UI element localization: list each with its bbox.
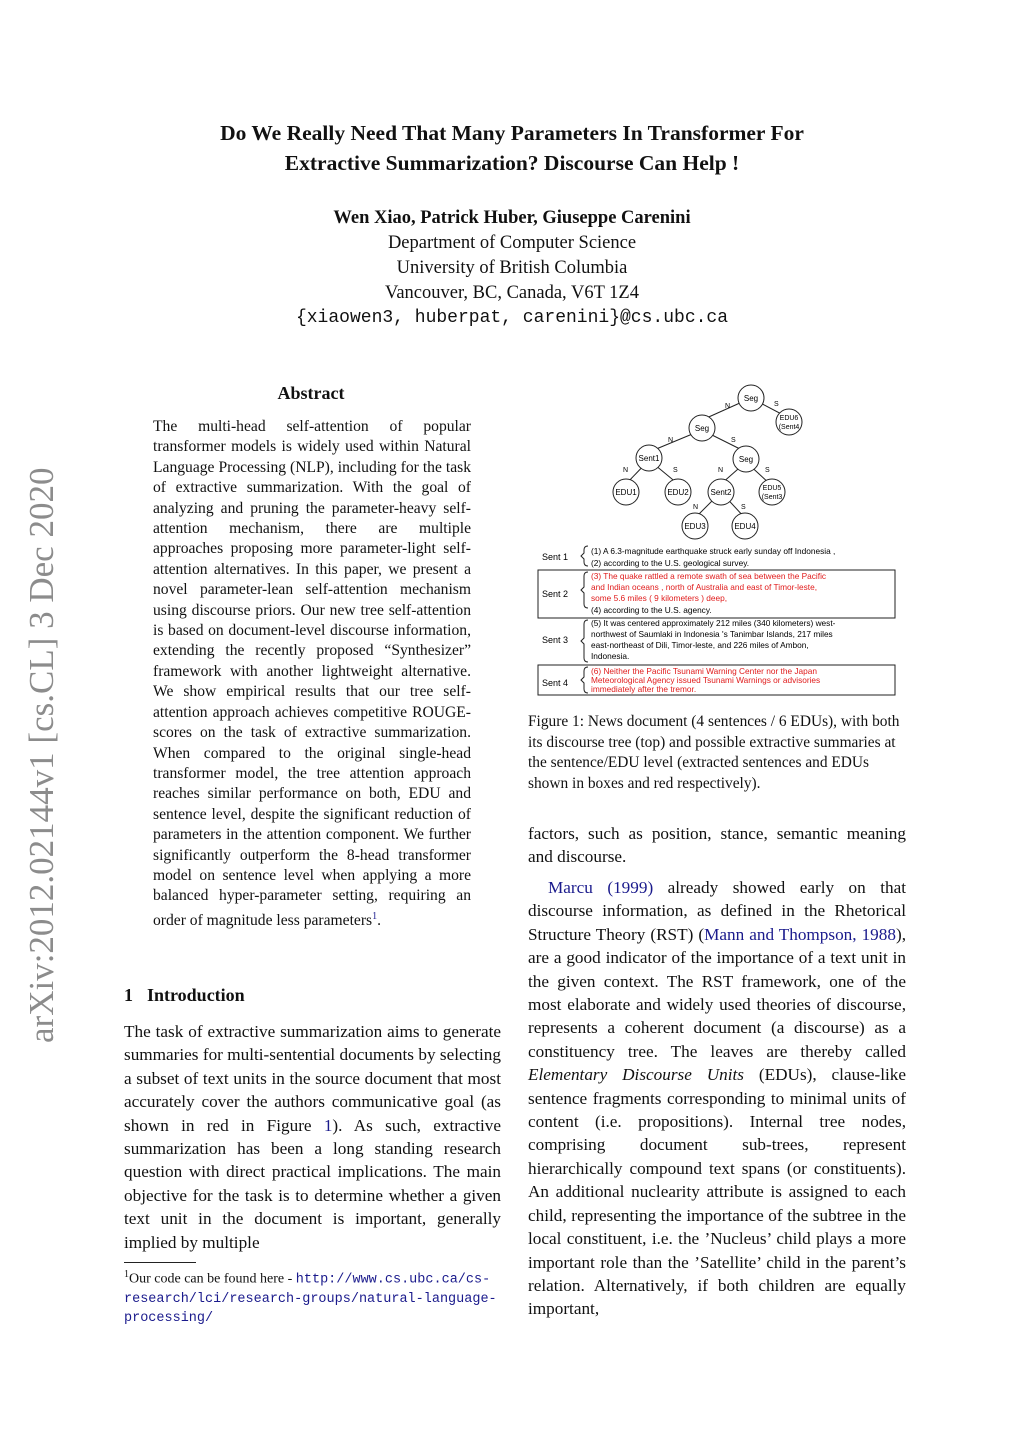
title-line-2: Extractive Summarization? Discourse Can Help ! <box>284 151 740 175</box>
nuc-label: N <box>718 467 724 474</box>
tree-node-edu4 <box>732 513 758 539</box>
sent2-line: (4) according to the U.S. agency. <box>591 605 712 615</box>
introduction-body <box>124 1020 501 1254</box>
figure-reference-link[interactable]: 1 <box>323 1115 333 1135</box>
node-root-label: Seg <box>743 394 759 403</box>
sent2-label: Sent 2 <box>542 589 569 599</box>
intro-text-pre: The task of extractive summarization aims to generate summaries for multi-sentential documents by selecting a subset of text units in the source document that most accurately cover the authors communicative goal (as shown in red in Figure <box>124 1022 501 1135</box>
footnote <box>124 1266 508 1328</box>
sent3-line: northwest of Saumlaki in Indonesia 's Tanimbar Islands, 217 miles <box>591 629 833 639</box>
sent4-label: Sent 4 <box>542 678 569 688</box>
sent4-red-line: (6) Neither the Pacific Tsunami Warning Center nor the Japan <box>591 666 817 676</box>
section-title: Introduction <box>147 985 245 1005</box>
sent1-label: Sent 1 <box>542 552 569 562</box>
citation-mann-thompson-link[interactable]: Mann and Thompson, 1988 <box>704 924 896 944</box>
tree-node-sent1 <box>636 445 662 471</box>
nuc-label: N <box>693 504 699 511</box>
node-left-seg-label: Seg <box>694 424 710 433</box>
abstract-body <box>153 417 471 931</box>
sat-label: S <box>731 437 736 444</box>
figure-caption: Figure 1: News document (4 sentences / 6 EDUs), with both its discourse tree (top) and possible extractive summaries at the sentence/EDU level (extracted sentences and EDUs shown in boxes and red respectively). <box>528 713 900 792</box>
node-edu3-label: EDU3 <box>684 522 706 531</box>
author-email: {xiaowen3, huberpat, carenini}@cs.ubc.ca <box>295 308 729 328</box>
sent4-red-line: Meteorological Agency issued Tsunami Warnings or advisories <box>591 675 821 685</box>
affiliation-dept: Department of Computer Science <box>387 233 637 253</box>
sent2-red-line: (3) The quake rattled a remote swath of sea between the Pacific <box>591 571 827 581</box>
abstract-end: . <box>377 911 382 929</box>
node-edu4-label: EDU4 <box>734 522 756 531</box>
sent4-red-line: immediately after the tremor. <box>591 684 697 694</box>
footnote-marker[interactable]: 1 <box>372 910 378 922</box>
node-sent1-label: Sent1 <box>638 454 660 463</box>
nuc-label: N <box>668 437 674 444</box>
sent1-line: (1) A 6.3-magnitude earthquake struck early sunday off Indonesia , <box>591 546 836 556</box>
footnote-text: Our code can be found here - <box>129 1271 296 1287</box>
discourse-tree-figure <box>528 380 906 700</box>
sent3-label: Sent 3 <box>542 635 569 645</box>
sent3-line: (5) It was centered approximately 212 miles (340 kilometers) west- <box>591 618 836 628</box>
nuc-label: N <box>725 403 731 410</box>
sent2-red-line: and Indian oceans , north of Australia and east of Timor-leste, <box>591 582 817 592</box>
node-right-seg-label: Seg <box>738 455 754 464</box>
sat-label: S <box>774 401 779 408</box>
affiliation-university: University of British Columbia <box>396 258 628 278</box>
sentence-labels <box>542 552 568 688</box>
intro-text-post: ). As such, extractive summarization has been a long standing research question with direct practical implications. The main objective for the task is to determine whether a given text unit in the document is important, generally implied by multiple <box>124 1115 501 1252</box>
node-edu5-sent-label: (Sent3 <box>761 494 783 501</box>
node-edu5-label: EDU5 <box>762 485 782 492</box>
tree-node-sent2 <box>708 479 734 505</box>
author-block <box>100 206 924 331</box>
tree-node-edu2 <box>665 479 691 505</box>
sat-label: S <box>765 467 770 474</box>
sent3-line: east-northeast of Dili, Timor-leste, and 226 miles of Ambon, <box>591 640 809 650</box>
node-edu2-label: EDU2 <box>667 488 689 497</box>
title-line-1: Do We Really Need That Many Parameters In Transformer For <box>220 121 804 145</box>
para2-text-a: already showed early on that discourse information, as defined in the Rhetorical Structure Theory (RST) ( <box>528 878 906 944</box>
paper-title <box>100 118 924 178</box>
sentence-brackets <box>581 546 588 693</box>
tree-node-root <box>738 385 764 411</box>
abstract-text: The multi-head self-attention of popular transformer models is widely used within Natural Language Processing (NLP), including for the task of extractive summarization. With the goal of analyzing and pruning the parameter-heavy self-attention mechanism, there are multiple approaches proposing more parameter-light self-attention alternatives. In this paper, we present a novel parameter-lean self-attention mechanism using discourse priors. Our new tree self-attention is based on document-level discourse information, extending the recently proposed “Synthesizer” framework with another lightweight alternative. We show empirical results that our tree self-attention approach achieves competitive ROUGE-scores on the task of extractive summarization. When compared to the original single-head transformer model, the tree attention approach reaches similar performance on both, EDU and sentence level, despite the significant reduction of parameters in the attention component. We further significantly outperform the 8-head transformer model on sentence level when applying a more balanced hyper-parameter setting, requiring an order of magnitude less parameters <box>153 418 471 929</box>
footnote-number: 1 <box>124 1269 129 1280</box>
sent2-red-line: some 5.6 miles ( 9 kilometers ) deep, <box>591 593 728 603</box>
nuc-label: N <box>623 467 629 474</box>
sent1-line: (2) according to the U.S. geological survey. <box>591 558 750 568</box>
node-edu1-label: EDU1 <box>615 488 637 497</box>
footnote-url-link[interactable]: http://www.cs.ubc.ca/cs-research/lci/research-groups/natural-language-processing/ <box>124 1272 497 1326</box>
right-column-paragraph-2 <box>528 876 906 1321</box>
sat-label: S <box>673 467 678 474</box>
section-heading-introduction <box>124 985 245 1006</box>
right-column-paragraph-1: factors, such as position, stance, semantic meaning and discourse. <box>528 824 906 867</box>
tree-node-left-seg <box>689 415 715 441</box>
tree-node-right-seg <box>733 446 759 472</box>
author-names: Wen Xiao, Patrick Huber, Giuseppe Carenini <box>333 208 691 228</box>
term-edu: Elementary Discourse Units <box>528 1065 744 1085</box>
tree-node-edu1 <box>613 479 639 505</box>
section-number: 1 <box>124 985 133 1005</box>
figure-1 <box>528 380 906 700</box>
node-sent2-label: Sent2 <box>710 488 732 497</box>
para2-text-c: (EDUs), clause-like sentence fragments corresponding to minimal units of content (i.e. propositions). Internal tree nodes, comprising document sub-trees, represent hierarchically compound text spans (or constituents). An additional nuclearity attribute is assigned to each child, representing the importance of the subtree in the local constituent, i.e. the ’Nucleus’ child plays a more important role than the ’Satellite’ child in the parent’s relation. Alternatively, if both children are equally important, <box>528 1065 906 1319</box>
arxiv-stamp: arXiv:2012.02144v1 [cs.CL] 3 Dec 2020 <box>22 467 61 1043</box>
node-edu6-label: EDU6 <box>779 415 799 422</box>
tree-node-edu3 <box>682 513 708 539</box>
sent3-line: Indonesia. <box>591 651 630 661</box>
abstract-heading: Abstract <box>277 383 345 403</box>
affiliation-address: Vancouver, BC, Canada, V6T 1Z4 <box>385 283 639 303</box>
tree-node-edu5 <box>759 479 785 505</box>
tree-node-edu6 <box>776 409 802 435</box>
para2-text-b: ), are a good indicator of the importance of a text unit in the given context. The RST framework, one of the most elaborate and widely used theories of discourse, represents a coherent document (a discourse) as a constituency tree. The leaves are thereby called <box>528 924 906 1061</box>
citation-marcu-link[interactable]: Marcu (1999) <box>548 878 654 897</box>
footnote-divider <box>124 1262 196 1263</box>
sat-label: S <box>741 504 746 511</box>
node-edu6-sent-label: (Sent4 <box>778 424 800 431</box>
sentence-texts <box>591 546 836 694</box>
